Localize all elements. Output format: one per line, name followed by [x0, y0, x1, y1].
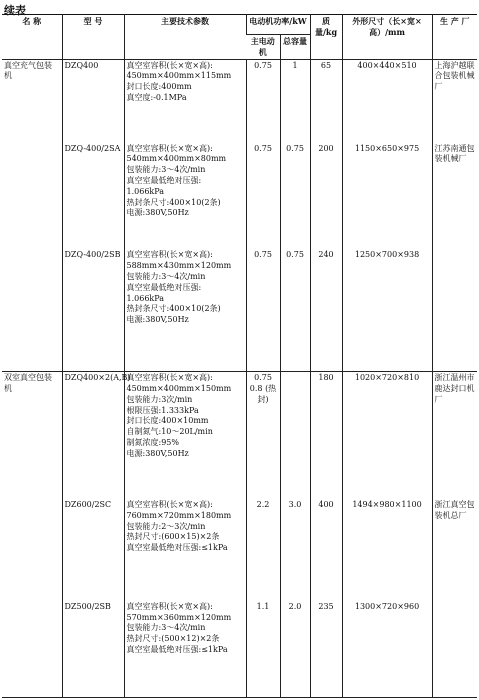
cell-power-total: 1: [280, 59, 310, 142]
spec-line: 自制氮气:10～20L/min: [126, 427, 213, 437]
cell-dims: 1150×650×975: [342, 143, 432, 250]
spec-line: 1.066kPa: [126, 293, 165, 303]
header-model: 型 号: [62, 15, 124, 60]
cell-maker: 浙江温州市鹿达封口机厂: [432, 372, 477, 499]
cell-mass: 235: [310, 601, 342, 698]
table-body: [2, 59, 477, 697]
cell-model: DZQ400: [62, 59, 124, 142]
cell-maker: [432, 249, 477, 371]
spec-line: 1.066kPa: [126, 186, 165, 196]
spec-line: 真空室最低绝对压强:: [126, 175, 202, 185]
header-dims: 外形尺寸（长×宽×高）/mm: [342, 15, 432, 60]
cell-power-main: 0.75: [246, 249, 280, 371]
cell-spec: [124, 249, 246, 371]
cell-model: DZQ-400/2SA: [62, 143, 124, 250]
spec-line: 封口长度:400×10mm: [126, 416, 209, 426]
spec-line: 包装能力:3～4次/min: [126, 272, 206, 282]
spec-line: 真空度:-0.1MPa: [126, 92, 187, 102]
cell-power-total: 2.0: [280, 601, 310, 698]
spec-line: 电源:380V,50Hz: [126, 208, 189, 218]
spec-line: 包装能力:3次/min: [126, 394, 193, 404]
cell-mass: 200: [310, 143, 342, 250]
spec-line: 真空室最低绝对压强:: [126, 282, 202, 292]
cell-name: 真空充气包装机: [4, 60, 52, 81]
header-power-main: 主电动机: [246, 35, 280, 60]
spec-line: 760mm×720mm×180mm: [126, 510, 232, 520]
cell-dims: 400×440×510: [342, 59, 432, 142]
spec-line: 真空室容积(长×宽×高):: [126, 143, 213, 153]
cell-maker: [432, 601, 477, 698]
cell-spec: [124, 601, 246, 698]
cell-mass: 400: [310, 499, 342, 601]
table-caption: 续表: [4, 4, 26, 17]
spec-line: 真空室容积(长×宽×高):: [126, 60, 213, 70]
cell-model: DZQ400×2(A,B): [62, 372, 124, 499]
cell-spec: [124, 372, 246, 499]
cell-maker: 浙江真空包装机总厂: [432, 499, 477, 601]
spec-line: 包装能力:2～3次/min: [126, 521, 206, 531]
cell-model: DZQ-400/2SB: [62, 249, 124, 371]
spec-line: 真空室容积(长×宽×高):: [126, 601, 213, 611]
header-mass: 质量/kg: [310, 15, 342, 60]
cell-name: [2, 601, 62, 698]
cell-spec: [124, 59, 246, 142]
table-row: [2, 143, 477, 250]
cell-power-main: 0.75: [246, 59, 280, 142]
header-maker: 生 产 厂: [432, 15, 477, 60]
cell-power-total: [280, 372, 310, 499]
cell-power-main: 0.75 0.8 (热封): [246, 372, 280, 499]
cell-model: DZ600/2SC: [62, 499, 124, 601]
spec-line: 450mm×400mm×115mm: [126, 71, 232, 81]
spec-line: 真空室容积(长×宽×高):: [126, 250, 213, 260]
table-row: [2, 372, 477, 499]
spec-line: 真空室容积(长×宽×高):: [126, 373, 213, 383]
cell-name: [2, 499, 62, 601]
spec-line: 588mm×430mm×120mm: [126, 261, 232, 271]
cell-model: DZ500/2SB: [62, 601, 124, 698]
header-name: 名 称: [2, 15, 62, 60]
table-row: [2, 59, 477, 142]
spec-line: 根限压强:1.333kPa: [126, 405, 199, 415]
spec-line: 电源:380V,50Hz: [126, 448, 189, 458]
cell-mass: 65: [310, 59, 342, 142]
spec-line: 真空室容积(长×宽×高):: [126, 499, 213, 509]
spec-line: 电源:380V,50Hz: [126, 315, 189, 325]
cell-mass: 180: [310, 372, 342, 499]
cell-power-main: 1.1: [246, 601, 280, 698]
cell-maker: 江苏南通包装机械厂: [432, 143, 477, 250]
cell-mass: 240: [310, 249, 342, 371]
cell-dims: 1494×980×1100: [342, 499, 432, 601]
spec-line: 热封尺寸:(500×12)×2条: [126, 634, 220, 644]
cell-dims: 1300×720×960: [342, 601, 432, 698]
spec-line: 真空室最低绝对压强:≤1kPa: [126, 644, 228, 654]
cell-power-total: 3.0: [280, 499, 310, 601]
cell-power-total: 0.75: [280, 249, 310, 371]
spec-line: 包装能力:3～4次/min: [126, 623, 206, 633]
cell-power-main: 0.75: [246, 143, 280, 250]
spec-line: 热封条尺寸:400×10(2条): [126, 304, 221, 314]
spec-line: 540mm×400mm×80mm: [126, 154, 227, 164]
spec-table: [2, 14, 477, 698]
table-row: [2, 499, 477, 601]
cell-name: [2, 143, 62, 250]
cell-name: [2, 249, 62, 371]
table-row: [2, 249, 477, 371]
cell-dims: 1250×700×938: [342, 249, 432, 371]
cell-dims: 1020×720×810: [342, 372, 432, 499]
spec-line: 570mm×360mm×120mm: [126, 612, 232, 622]
spec-line: 制氮浓度:95%: [126, 437, 179, 447]
header-power-total: 总容量: [280, 35, 310, 60]
cell-power-main: 2.2: [246, 499, 280, 601]
cell-spec: [124, 499, 246, 601]
spec-line: 真空室最低绝对压强:≤1kPa: [126, 543, 228, 553]
cell-spec: [124, 143, 246, 250]
cell-power-total: 0.75: [280, 143, 310, 250]
cell-name: 双室真空包装机: [4, 373, 52, 393]
table-row: [2, 601, 477, 698]
spec-line: 热封条尺寸:400×10(2条): [126, 197, 221, 207]
spec-line: 包装能力:3～4次/min: [126, 165, 206, 175]
spec-line: 450mm×400mm×150mm: [126, 383, 232, 393]
spec-line: 热封尺寸:(600×15)×2条: [126, 532, 220, 542]
spec-line: 封口长度:400mm: [126, 82, 192, 92]
cell-maker: 上海沪越联合包装机械厂: [432, 59, 477, 142]
header-spec: 主要技术参数: [124, 15, 246, 60]
header-power: 电动机功率/kW: [246, 15, 310, 35]
